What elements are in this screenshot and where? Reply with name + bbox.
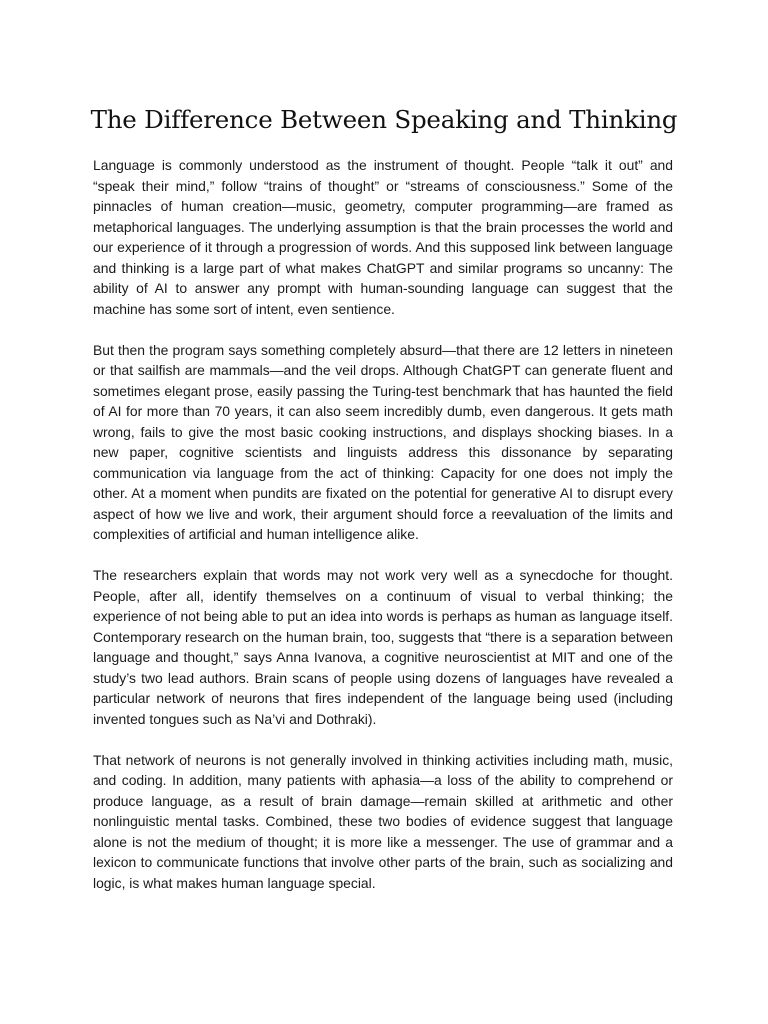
paragraph: That network of neurons is not generally involved in thinking activities including math, music, and coding. In addition, many patients with aphasia—a loss of the ability to comprehend or produce language, as a result of brain damage—remain skilled at arithmetic and other nonlinguistic mental tasks. Combined, these two bodies of evidence suggest that language alone is not the medium of thought; it is more like a messenger. The use of grammar and a lexicon to communicate functions that involve other parts of the brain, such as socializing and logic, is what makes human language special. <box>93 751 673 891</box>
paragraph: Language is commonly understood as the instrument of thought. People “talk it out” and “speak their mind,” follow “trains of thought” or “streams of consciousness.” Some of the pinnacles of human creation—music, geometry, computer programming—are framed as metaphorical languages. The underlying assumption is that the brain processes the world and our experience of it through a progression of words. And this supposed link between language and thinking is a large part of what makes ChatGPT and similar programs so uncanny: The ability of AI to answer any prompt with human-sounding language can suggest that the machine has some sort of intent, even sentience. <box>93 157 673 317</box>
document-body <box>93 155 673 914</box>
paragraph: The researchers explain that words may not work very well as a synecdoche for thought. People, after all, identify themselves on a continuum of visual to verbal thinking; the experience of not being able to put an idea into words is perhaps as human as language itself. Contemporary research on the human brain, too, suggests that “there is a separation between language and thought,” says Anna Ivanova, a cognitive neuroscientist at MIT and one of the study’s two lead authors. Brain scans of people using dozens of languages have revealed a particular network of neurons that fires independent of the language being used (including invented tongues such as Na’vi and Dothraki). <box>93 567 673 727</box>
paragraph: But then the program says something completely absurd—that there are 12 letters in nineteen or that sailfish are mammals—and the veil drops. Although ChatGPT can generate fluent and sometimes elegant prose, easily passing the Turing-test benchmark that has haunted the field of AI for more than 70 years, it can also seem incredibly dumb, even dangerous. It gets math wrong, fails to give the most basic cooking instructions, and displays shocking biases. In a new paper, cognitive scientists and linguists address this dissonance by separating communication via language from the act of thinking: Capacity for one does not imply the other. At a moment when pundits are fixated on the potential for generative AI to disrupt every aspect of how we live and work, their argument should force a reevaluation of the limits and complexities of artificial and human intelligence alike. <box>93 341 673 542</box>
document-title: The Difference Between Speaking and Thinking <box>90 105 678 134</box>
